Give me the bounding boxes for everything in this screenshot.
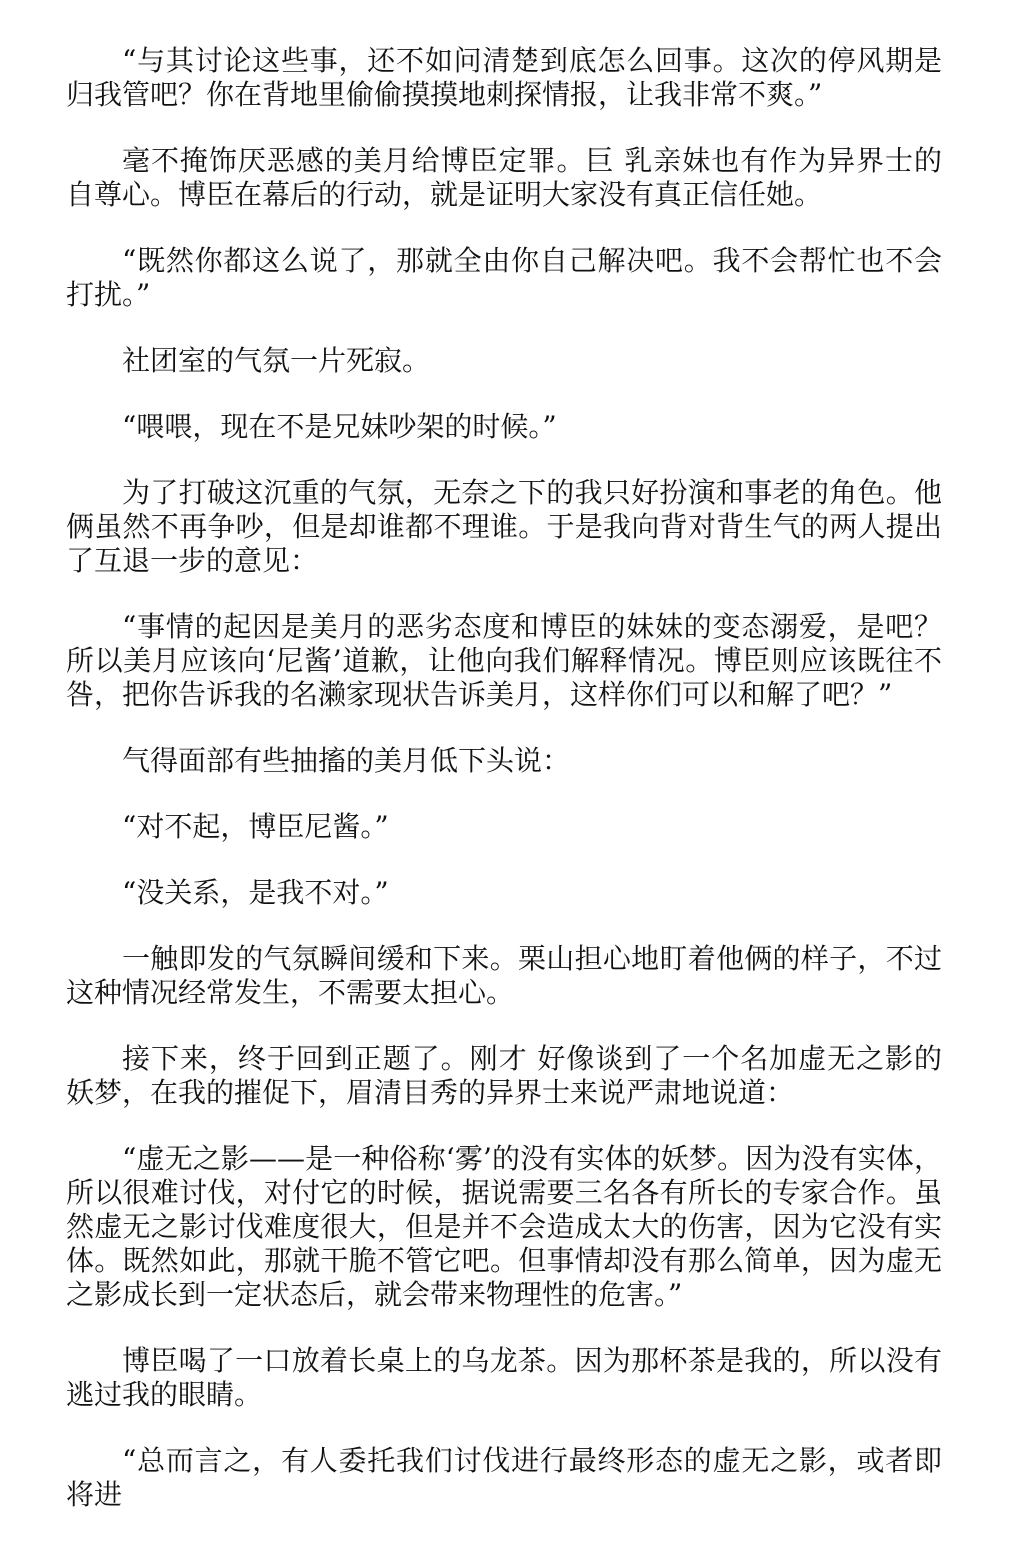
- paragraph: “对不起，博臣尼酱。”: [122, 810, 389, 843]
- paragraph: “没关系，是我不对。”: [122, 876, 389, 909]
- paragraph: 为了打破这沉重的气氛，无奈之下的我只好扮演和事老的角色。他俩虽然不再争吵，但是却谁都不理谁。于是我向背对背生气的两人提出了互退一步的意见：: [66, 476, 942, 577]
- paragraph: “总而言之，有人委托我们讨伐进行最终形态的虚无之影，或者即将进: [66, 1444, 942, 1511]
- paragraph: 毫不掩饰厌恶感的美月给博臣定罪。巨 乳亲妹也有作为异界士的自尊心。博臣在幕后的行动，就是证明大家没有真正信任她。: [66, 144, 942, 211]
- paragraph: 接下来，终于回到正题了。刚才 好像谈到了一个名加虚无之影的妖梦，在我的摧促下，眉清目秀的异界士来说严肃地说道：: [66, 1042, 942, 1109]
- paragraph: 一触即发的气氛瞬间缓和下来。栗山担心地盯着他俩的样子，不过这种情况经常发生，不需要太担心。: [66, 942, 942, 1009]
- paragraph: “既然你都这么说了，那就全由你自己解决吧。我不会帮忙也不会打扰。”: [66, 244, 942, 311]
- paragraph: “事情的起因是美月的恶劣态度和博臣的妹妹的变态溺爱，是吧？所以美月应该向‘尼酱’道歉，让他向我们解释情况。博臣则应该既往不咎，把你告诉我的名濑家现状告诉美月，这样你们可以和解了吧？”: [66, 610, 942, 711]
- paragraph: “与其讨论这些事，还不如问清楚到底怎么回事。这次的停风期是归我管吧？你在背地里偷偷摸摸地刺探情报，让我非常不爽。”: [66, 44, 942, 111]
- paragraph: 博臣喝了一口放着长桌上的乌龙茶。因为那杯茶是我的，所以没有逃过我的眼睛。: [66, 1344, 942, 1411]
- paragraph: “喂喂，现在不是兄妹吵架的时候。”: [122, 410, 557, 443]
- paragraph: 社团室的气氛一片死寂。: [122, 344, 431, 377]
- paragraph: 气得面部有些抽搐的美月低下头说：: [122, 744, 571, 777]
- paragraph: “虚无之影——是一种俗称‘雾’的没有实体的妖梦。因为没有实体，所以很难讨伐，对付它的时候，据说需要三名各有所长的专家合作。虽然虚无之影讨伐难度很大，但是并不会造成太大的伤害，因为它没有实体。既然如此，那就干脆不管它吧。但事情却没有那么简单，因为虚无之影成长到一定状态后，就会带来物理性的危害。”: [66, 1142, 942, 1311]
- document-page: [66, 44, 942, 1544]
